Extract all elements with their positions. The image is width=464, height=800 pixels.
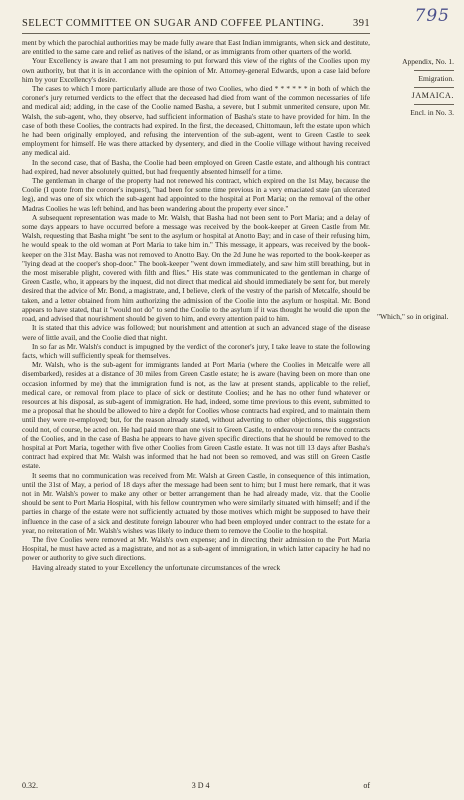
footer-signature: 3 D 4 [191, 781, 210, 790]
margin-rule [414, 70, 454, 71]
margin-rule [414, 87, 454, 88]
running-header [22, 18, 370, 29]
header-page-number: 391 [353, 18, 370, 29]
margin-region: JAMAICA. [411, 91, 454, 100]
paragraph: The gentleman in charge of the property had not renewed his contract, which expired on the 1st May, because the Coolie (I quote from the coroner's inquest), "had been for some time previous in a very emaciated state (an ulcerated leg), and was one of six which the sub-agent had appointed to the hospital at Port Maria; on the removal of the other Madras Coolies he was left behind, and has been wandering about the property ever since." [22, 176, 370, 213]
margin-section: Emigration. [418, 74, 454, 83]
paragraph: Your Excellency is aware that I am not presuming to put forward this view of the rights of the Coolies upon my own authority, but that it is in accordance with the opinion of Mr. Attorney-general Edwards, upon a case laid before him by your Excellency's desire. [22, 56, 370, 84]
paragraph: In the second case, that of Basha, the Coolie had been employed on Green Castle estate, and although his contract had expired, had never absolutely quitted, but had frequently absented himself for a time. [22, 157, 370, 176]
paragraph: Having already stated to your Excellency the unfortunate circumstances of the wreck [32, 562, 281, 572]
margin-enclosure: Encl. in No. 3. [410, 108, 454, 117]
page-footer [22, 781, 370, 790]
header-title: SELECT COMMITTEE ON SUGAR AND COFFEE PLANTING. [22, 18, 325, 29]
margin-note: "Which," so in original. [377, 312, 449, 321]
handwritten-folio-number: 795 [414, 6, 450, 26]
paragraph: It is stated that this advice was followed; but nourishment and attention at such an advanced stage of the disease were of little avail, and the Coolie died that night. [22, 323, 370, 342]
paragraph: Mr. Walsh, who is the sub-agent for immigrants landed at Port Maria (where the Coolies in Metcalfe were all disembarked), resides at a distance of 30 miles from Green Castle estate; he is aware (having been on more than one occasion informed by me) that the immigration fund is not, as the law at present stands, applicable to the relief, medical care, or removal from place to place of sick or destitute Coolies; and he has no other fund whatever or resources at his disposal, as sub-agent of immigration. He had, indeed, some time previous to this event, submitted to me a proposal that he should be allowed to hire a depôt for Coolies whose contracts had expired, and to maintain them until they were re-employed; but, for the reason already stated, without adverting to other objections, this suggestion could not, of course, be acted on. He had paid more than one visit to Green Castle, to endeavour to renew the contracts of the Coolies, and in the case of Basha he appears to have given specific directions that he should be removed to the hospital at Port Maria, together with five other Coolies from Green Castle estate. It was not till 13 days after Basha's contract had expired that Mr. Walsh was informed that he had not been so removed, and was still on Green Castle estate. [22, 360, 370, 471]
margin-rule [414, 104, 454, 105]
paragraph: The five Coolies were removed at Mr. Walsh's own expense; and in directing their admission to the Port Maria Hospital, he must have acted as a magistrate, and not as a sub-agent of immigration, in which latter capacity he had no power or authority to give such directions. [22, 534, 370, 563]
header-rule [22, 33, 370, 34]
margin-heading [374, 56, 454, 119]
paragraph: It seems that no communication was received from Mr. Walsh at Green Castle, in consequence of this intimation, until the 31st of May, a period of 18 days after the message had been sent to him; but I must here remark, that it was not in Mr. Walsh's power to make any other or better arrangement than he had already made, viz. that the Coolie should be sent to Port Maria Hospital, with his fellow countrymen who were similarly situated with himself; and if the parties in charge of the estate were not sufficiently actuated by those motives which might be supposed to have their influence in the case of a sick and destitute foreign labourer who had been employed under contract to the estate for a year, no reiteration of Mr. Walsh's wishes was likely to induce them to remove the Coolie to the hospital. [22, 470, 370, 535]
paragraph: A subsequent representation was made to Mr. Walsh, that Basha had not been sent to Port Maria; and a delay of some days appears to have occurred before a message was received by the book-keeper at Green Castle from Mr. Walsh, requesting that Basha might "be sent to the asylum or hospital at Anotto Bay; and in case of their refusing him, he would speak to the old woman at Port Maria to take him in." This message, it appears, was received by the book-keeper on the 31st May. Basha was not removed to Anotto Bay. On the 2d June he was reported to the book-keeper as "lying dead at the cooper's shop-door." The book-keeper "went down immediately, and saw him still breathing, but in the most miserable plight, covered with filth and flies." His state was communicated to the gentleman in charge of Green Castle, who, it appears by the inquest, did not direct that medical aid should immediately be sent for, but merely desired that the advice of Mr. Bond, a magistrate, and, I believe, clerk of the vestry of the parish of Metcalfe, should be taken, and a letter obtained from him authorizing the admission of the Coolie into the asylum or hospital. Mr. Bond appears to have stated, that it "would not do" to send the Coolie to the asylum if it was thought he would die upon the road, and advised that nourishment should be given to him, and every attention paid to him. [22, 212, 370, 324]
body-text [22, 38, 370, 774]
footer-left: 0.32. [22, 781, 38, 790]
margin-appendix: Appendix, No. 1. [402, 57, 454, 66]
footer-catchword: of [363, 781, 370, 790]
paragraph: The cases to which I more particularly allude are those of two Coolies, who died * * * * * * in both of which the coroner's jury returned verdicts to the effect that the deceased had died from want of the common necessaries of life and medical aid; adding, in the case of the Coolie named Basha, a severe, but I submit unmerited censure, upon Mr. Walsh, the sub-agent, who, they observe, had sufficient information of Basha's state to have provided for him. In the case of both these Coolies, the contracts had expired. In the first, the deceased, Chittomaun, left the estate upon which he had been originally employed, and refusing the intervention of the sub-agent, went to Green Castle to seek employment for himself. He was there attacked by dysentery, and died in the Coolie village without having received any medical aid. [22, 84, 370, 158]
paragraph: ment by which the parochial authorities may be made fully aware that East Indian immigrants, when sick and destitute, are entitled to the same care and relief as natives of the island, or as immigrants from other quarters of the world. [22, 38, 370, 57]
paragraph: In so far as Mr. Walsh's conduct is impugned by the verdict of the coroner's jury, I take leave to state the following facts, which will sufficiently speak for themselves. [22, 341, 370, 360]
